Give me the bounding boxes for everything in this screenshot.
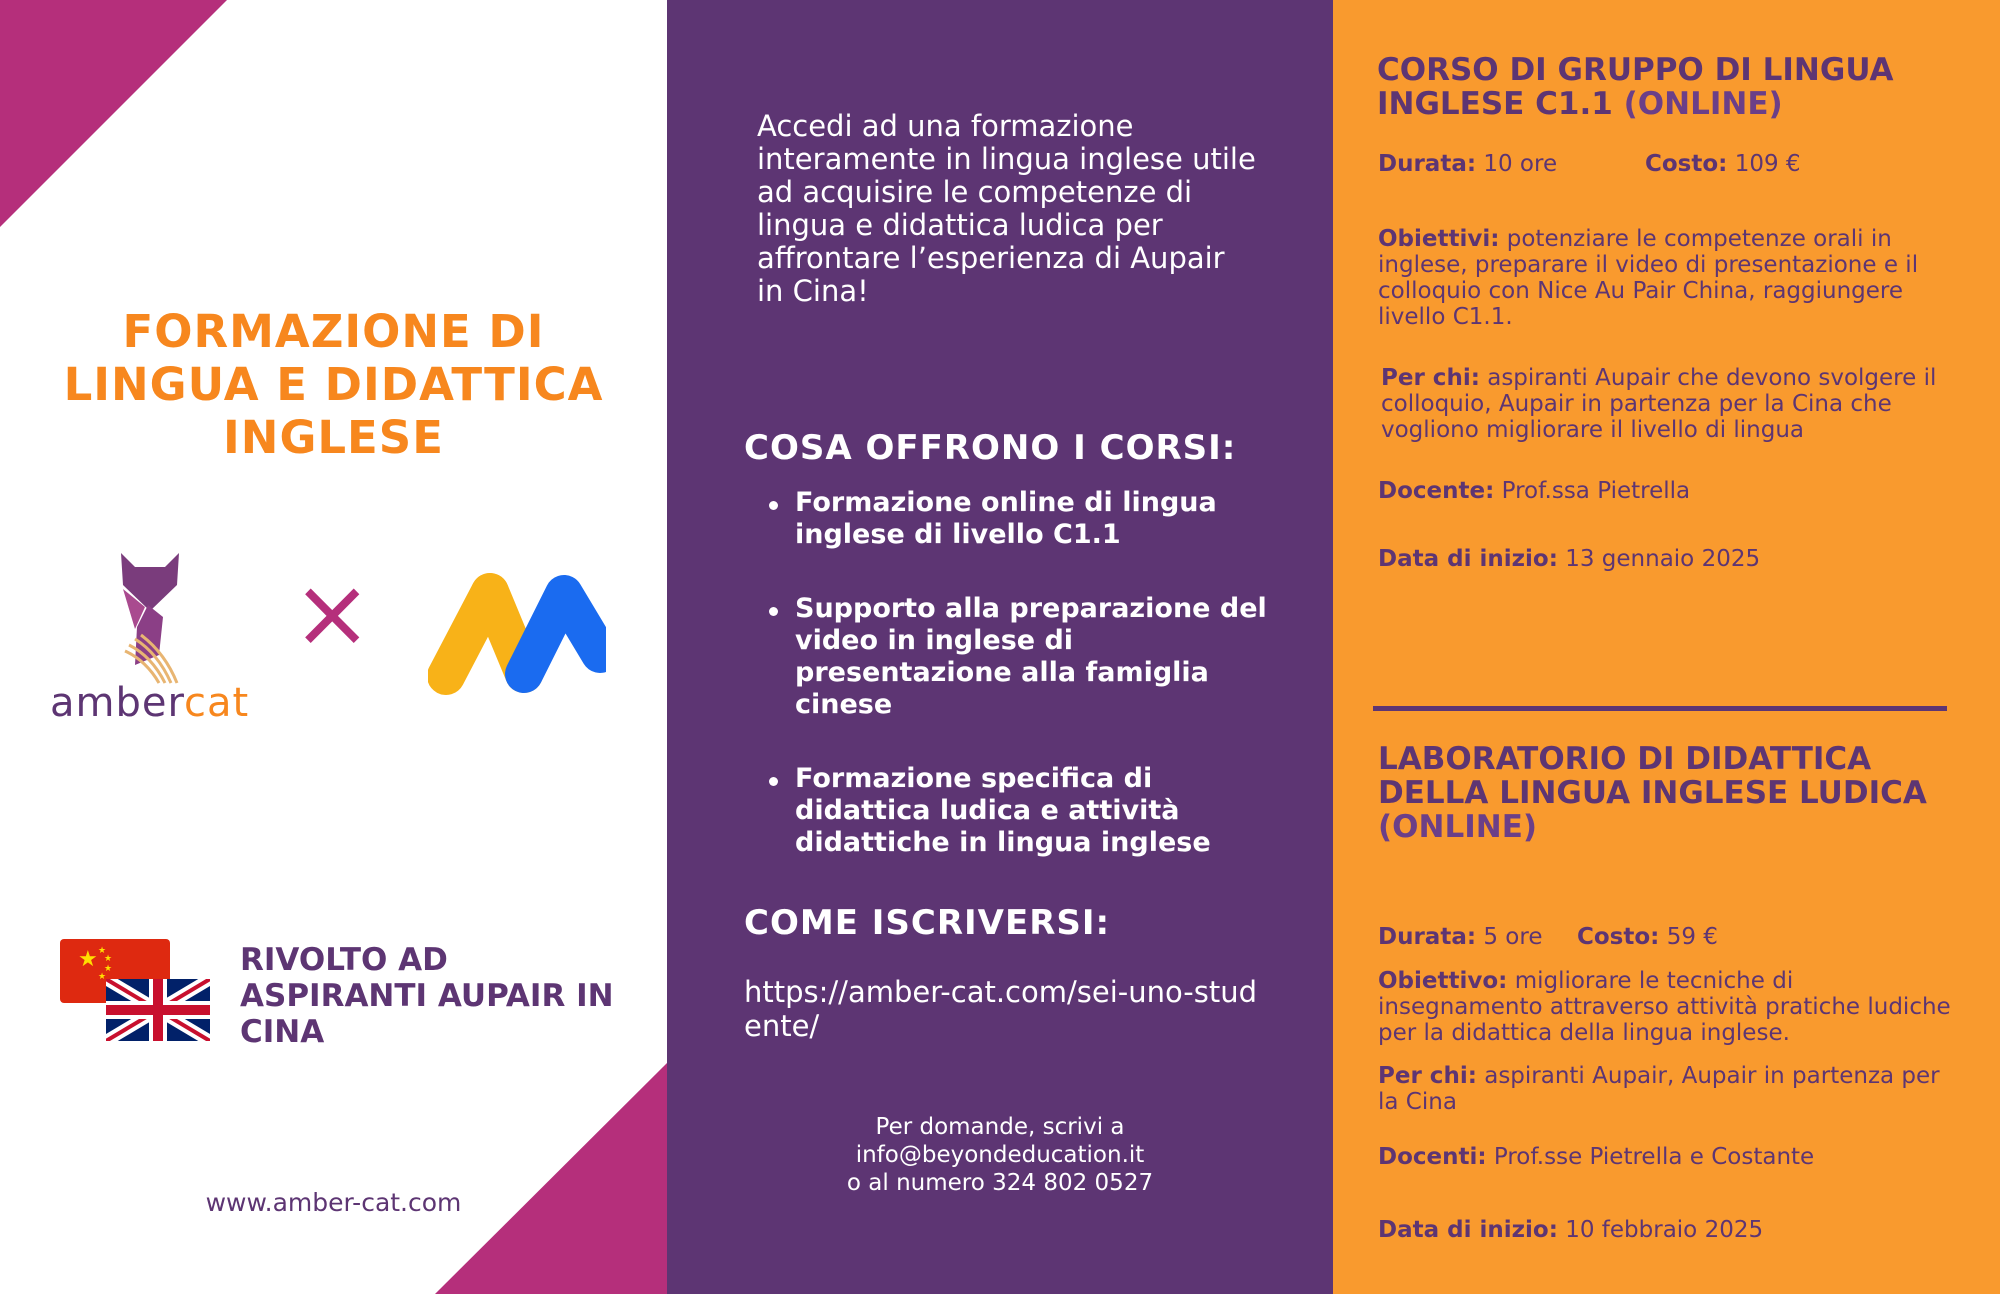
field-label: Obiettivi:: [1378, 226, 1500, 252]
field-value: 10 ore: [1483, 151, 1558, 177]
course1-title-suffix: (ONLINE): [1623, 86, 1783, 122]
contact-phone: o al numero 324 802 0527: [846, 1170, 1154, 1196]
course1-start: [1378, 546, 1958, 572]
logo-text-main: amber: [50, 680, 185, 726]
right-panel: [1333, 0, 2000, 1294]
middle-panel: [667, 0, 1333, 1294]
times-sign: ×: [292, 557, 373, 669]
bullet-icon: [769, 607, 778, 616]
field-label: Per chi:: [1381, 365, 1480, 391]
logo-text-accent: cat: [184, 680, 250, 726]
field-label: Data di inizio:: [1378, 1217, 1558, 1243]
svg-text:★: ★: [78, 947, 98, 972]
svg-text:★: ★: [98, 972, 107, 982]
field-value: 10 febbraio 2025: [1565, 1217, 1764, 1243]
bottom-right-triangle: [435, 1063, 667, 1294]
intro-text: Accedi ad una formazione interamente in lingua inglese utile ad acquisire le competenze di lingua e didattica ludica per affrontare l’esperienza di Aupair in Cina!: [757, 109, 1256, 308]
course1-duration: [1378, 151, 1557, 177]
field-value: aspiranti Aupair, Aupair in partenza per la Cina: [1378, 1063, 1940, 1115]
enroll-heading: COME ISCRIVERSI:: [744, 903, 1111, 943]
list-item: [765, 593, 1285, 721]
offer-list: [765, 487, 1285, 901]
course2-start: [1378, 1217, 1958, 1243]
bullet-icon: [769, 777, 778, 786]
field-label: Costo:: [1577, 924, 1660, 950]
field-value: 59 €: [1666, 924, 1718, 950]
course2-cost: [1577, 924, 1718, 950]
ambercat-cat-icon: [115, 553, 195, 685]
course2-title: [1378, 742, 1968, 844]
course1-who: [1381, 365, 1961, 443]
field-value: 109 €: [1734, 151, 1801, 177]
course2-goal: [1378, 968, 1958, 1046]
field-label: Docenti:: [1378, 1144, 1487, 1170]
field-value: Prof.sse Pietrella e Costante: [1493, 1144, 1815, 1170]
field-value: potenziare le competenze orali in inglese, preparare il video di presentazione e il colloquio con Nice Au Pair China, raggiungere livello C1.1.: [1378, 226, 1919, 330]
contact-email[interactable]: info@beyondeducation.it: [855, 1142, 1145, 1168]
bullet-icon: [769, 501, 778, 510]
course2-duration: [1378, 924, 1542, 950]
field-label: Obiettivo:: [1378, 968, 1508, 994]
course2-title-suffix: (ONLINE): [1378, 809, 1538, 845]
svg-text:★: ★: [104, 954, 113, 964]
field-label: Durata:: [1378, 151, 1477, 177]
contact-block: [667, 1113, 1333, 1197]
field-value: 13 gennaio 2025: [1565, 546, 1761, 572]
field-label: Data di inizio:: [1378, 546, 1558, 572]
field-value: 5 ore: [1483, 924, 1543, 950]
course2-teachers: [1378, 1144, 1958, 1170]
svg-text:★: ★: [104, 964, 113, 974]
offer-text: Supporto alla preparazione del video in inglese di presentazione alla famiglia cinese: [795, 593, 1267, 720]
ambercat-logo-text: [50, 680, 249, 726]
offer-heading: COSA OFFRONO I CORSI:: [744, 428, 1237, 468]
contact-line: Per domande, scrivi a: [875, 1114, 1125, 1140]
field-value: aspiranti Aupair che devono svolgere il colloquio, Aupair in partenza per la Cina che vogliono migliorare il livello di lingua: [1381, 365, 1937, 443]
left-panel: [0, 0, 667, 1294]
svg-text:★: ★: [98, 946, 107, 956]
course1-cost: [1645, 151, 1801, 177]
course2-who: [1378, 1063, 1958, 1115]
section-divider: [1373, 706, 1947, 711]
partner-logo-icon: [428, 568, 606, 702]
field-value: migliorare le tecniche di insegnamento attraverso attività pratiche ludiche per la didattica della lingua inglese.: [1378, 968, 1951, 1046]
website-link[interactable]: www.amber-cat.com: [205, 1188, 462, 1217]
field-value: Prof.ssa Pietrella: [1501, 478, 1691, 504]
list-item: [765, 487, 1285, 551]
list-item: [765, 763, 1285, 859]
course1-goals: [1378, 226, 1958, 330]
course2-title-text: LABORATORIO DI DIDATTICA DELLA LINGUA INGLESE LUDICA: [1378, 741, 1927, 811]
field-label: Costo:: [1645, 151, 1728, 177]
main-title: FORMAZIONE DI LINGUA E DIDATTICA INGLESE: [63, 305, 604, 464]
offer-text: Formazione specifica di didattica ludica e attività didattiche in lingua inglese: [795, 763, 1211, 858]
field-label: Per chi:: [1378, 1063, 1477, 1089]
uk-flag-icon: [106, 979, 210, 1041]
audience-text: RIVOLTO AD ASPIRANTI AUPAIR IN CINA: [240, 942, 614, 1050]
field-label: Durata:: [1378, 924, 1477, 950]
offer-text: Formazione online di lingua inglese di livello C1.1: [795, 487, 1217, 550]
course1-teacher: [1378, 478, 1958, 504]
course1-title-text: CORSO DI GRUPPO DI LINGUA INGLESE C1.1: [1377, 52, 1894, 122]
top-left-triangle: [0, 0, 230, 230]
course1-title: [1377, 53, 1967, 121]
enroll-link[interactable]: https://amber-cat.com/sei-uno-studente/: [744, 975, 1258, 1043]
field-label: Docente:: [1378, 478, 1495, 504]
